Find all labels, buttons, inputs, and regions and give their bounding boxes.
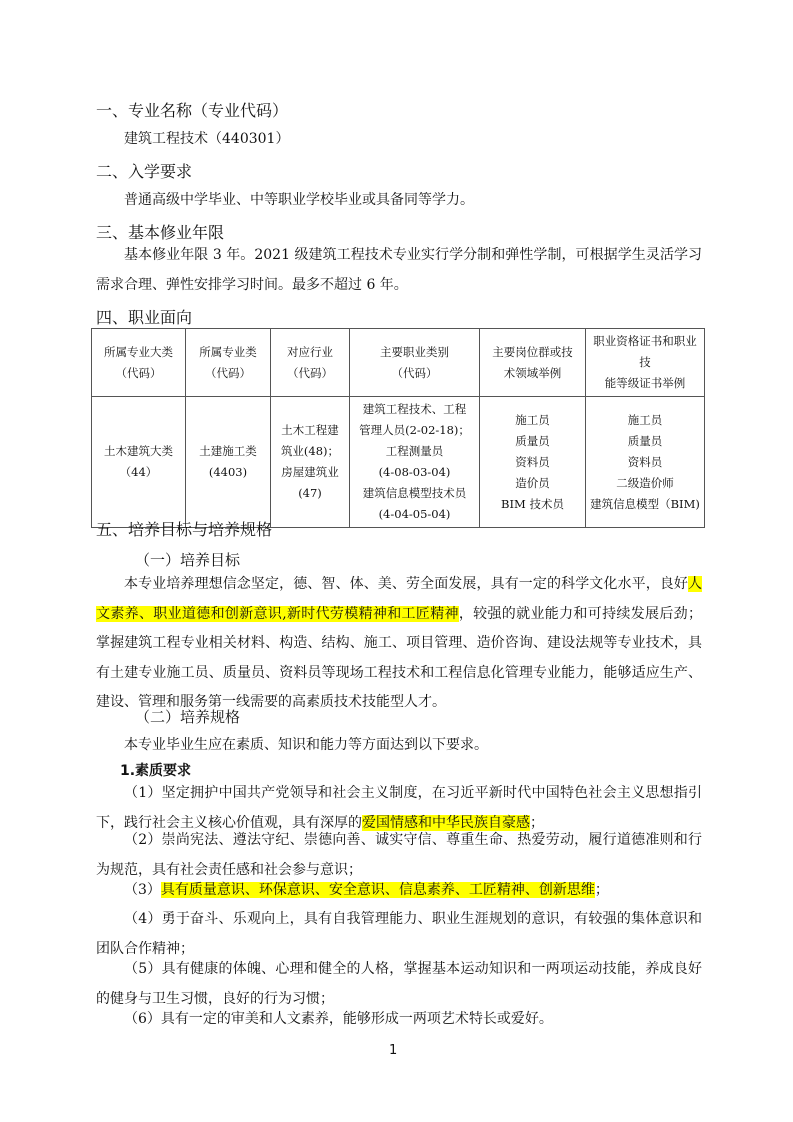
section-4-heading: 四、职业面向	[96, 308, 193, 327]
section-3-body: 基本修业年限 3 年。2021 级建筑工程技术专业实行学分制和弹性学制，可根据学生灵活学习需求合理、弹性安排学习时间。最多不超过 6 年。	[96, 247, 702, 293]
highlighted-text: 爱国情感和中华民族自豪感	[362, 814, 530, 831]
table-cell: 施工员 质量员 资料员 二级造价师 建筑信息模型（BIM)	[586, 397, 705, 528]
training-goal-body: 本专业培养理想信念坚定，德、智、体、美、劳全面发展，具有一定的科学文化水平，良好人文素养、职业道德和创新意识,新时代劳模精神和工匠精神，较强的就业能力和可持续发展后劲；掌握建筑工程专业相关材料、构造、结构、施工、项目管理、造价咨询、建设法规等专业技术，具有土建专业施工员、质量员、资料员等现场工程技术和工程信息化管理专业能力，能够适应生产、建设、管理和服务第一线需要的高素质技术技能型人才。	[96, 576, 703, 710]
table-cell: 土木建筑大类 （44）	[92, 397, 186, 528]
table-row	[92, 397, 705, 528]
page-number: 1	[389, 1043, 398, 1058]
quality-item-1: （1）坚定拥护中国共产党领导和社会主义制度，在习近平新时代中国特色社会主义思想指引下，践行社会主义核心价值观，具有深厚的爱国情感和中华民族自豪感；	[96, 785, 702, 831]
table-header-cell: 主要岗位群或技 术领域举例	[480, 329, 586, 397]
training-spec-heading: （二）培养规格	[135, 708, 241, 726]
section-1-heading: 一、专业名称（专业代码）	[96, 101, 289, 120]
highlighted-text: 人文素养、职业道德和创新意识,新时代劳模精神和工匠精神	[96, 576, 702, 622]
training-spec-intro: 本专业毕业生应在素质、知识和能力等方面达到以下要求。	[124, 737, 488, 753]
table-header-row	[92, 329, 705, 397]
section-3-heading: 三、基本修业年限	[96, 223, 225, 242]
section-2-heading: 二、入学要求	[96, 162, 193, 181]
table-cell: 建筑工程技术、工程 管理人员(2-02-18)； 工程测量员 (4-08-03-04) 建筑信息模型技术员 (4-04-05-04)	[350, 397, 480, 528]
quality-item-2: （2）崇尚宪法、遵法守纪、崇德向善、诚实守信、尊重生命、热爱劳动，履行道德准则和行为规范，具有社会责任感和社会参与意识；	[96, 832, 702, 878]
highlighted-text: 具有质量意识、环保意识、安全意识、信息素养、工匠精神、创新思维	[160, 882, 595, 898]
table-header-cell: 对应行业 （代码）	[271, 329, 350, 397]
section-2-body: 普通高级中学毕业、中等职业学校毕业或具备同等学力。	[124, 192, 474, 208]
occupation-table	[91, 328, 705, 528]
table-cell: 土建施工类 (4403)	[186, 397, 271, 528]
table-header-cell: 主要职业类别 （代码）	[350, 329, 480, 397]
section-5-heading: 五、培养目标与培养规格	[96, 520, 273, 539]
quality-item-4: （4）勇于奋斗、乐观向上，具有自我管理能力、职业生涯规划的意识，有较强的集体意识和团队合作精神；	[96, 911, 702, 957]
table-header-cell: 职业资格证书和职业技 能等级证书举例	[586, 329, 705, 397]
quality-item-5: （5）具有健康的体魄、心理和健全的人格，掌握基本运动知识和一两项运动技能，养成良好的健身与卫生习惯，良好的行为习惯；	[96, 961, 702, 1007]
training-goal-heading: （一）培养目标	[135, 551, 241, 569]
table-header-cell: 所属专业类 （代码）	[186, 329, 271, 397]
quality-item-3: （3）具有质量意识、环保意识、安全意识、信息素养、工匠精神、创新思维；	[124, 882, 609, 898]
quality-item-6: （6）具有一定的审美和人文素养，能够形成一两项艺术特长或爱好。	[124, 1011, 553, 1027]
table-header-cell: 所属专业大类 （代码）	[92, 329, 186, 397]
table-cell: 施工员 质量员 资料员 造价员 BIM 技术员	[480, 397, 586, 528]
quality-requirements-heading: 1.素质要求	[120, 763, 192, 779]
table-cell: 土木工程建 筑业(48)； 房屋建筑业 (47)	[271, 397, 350, 528]
section-1-body: 建筑工程技术（440301）	[124, 131, 290, 147]
